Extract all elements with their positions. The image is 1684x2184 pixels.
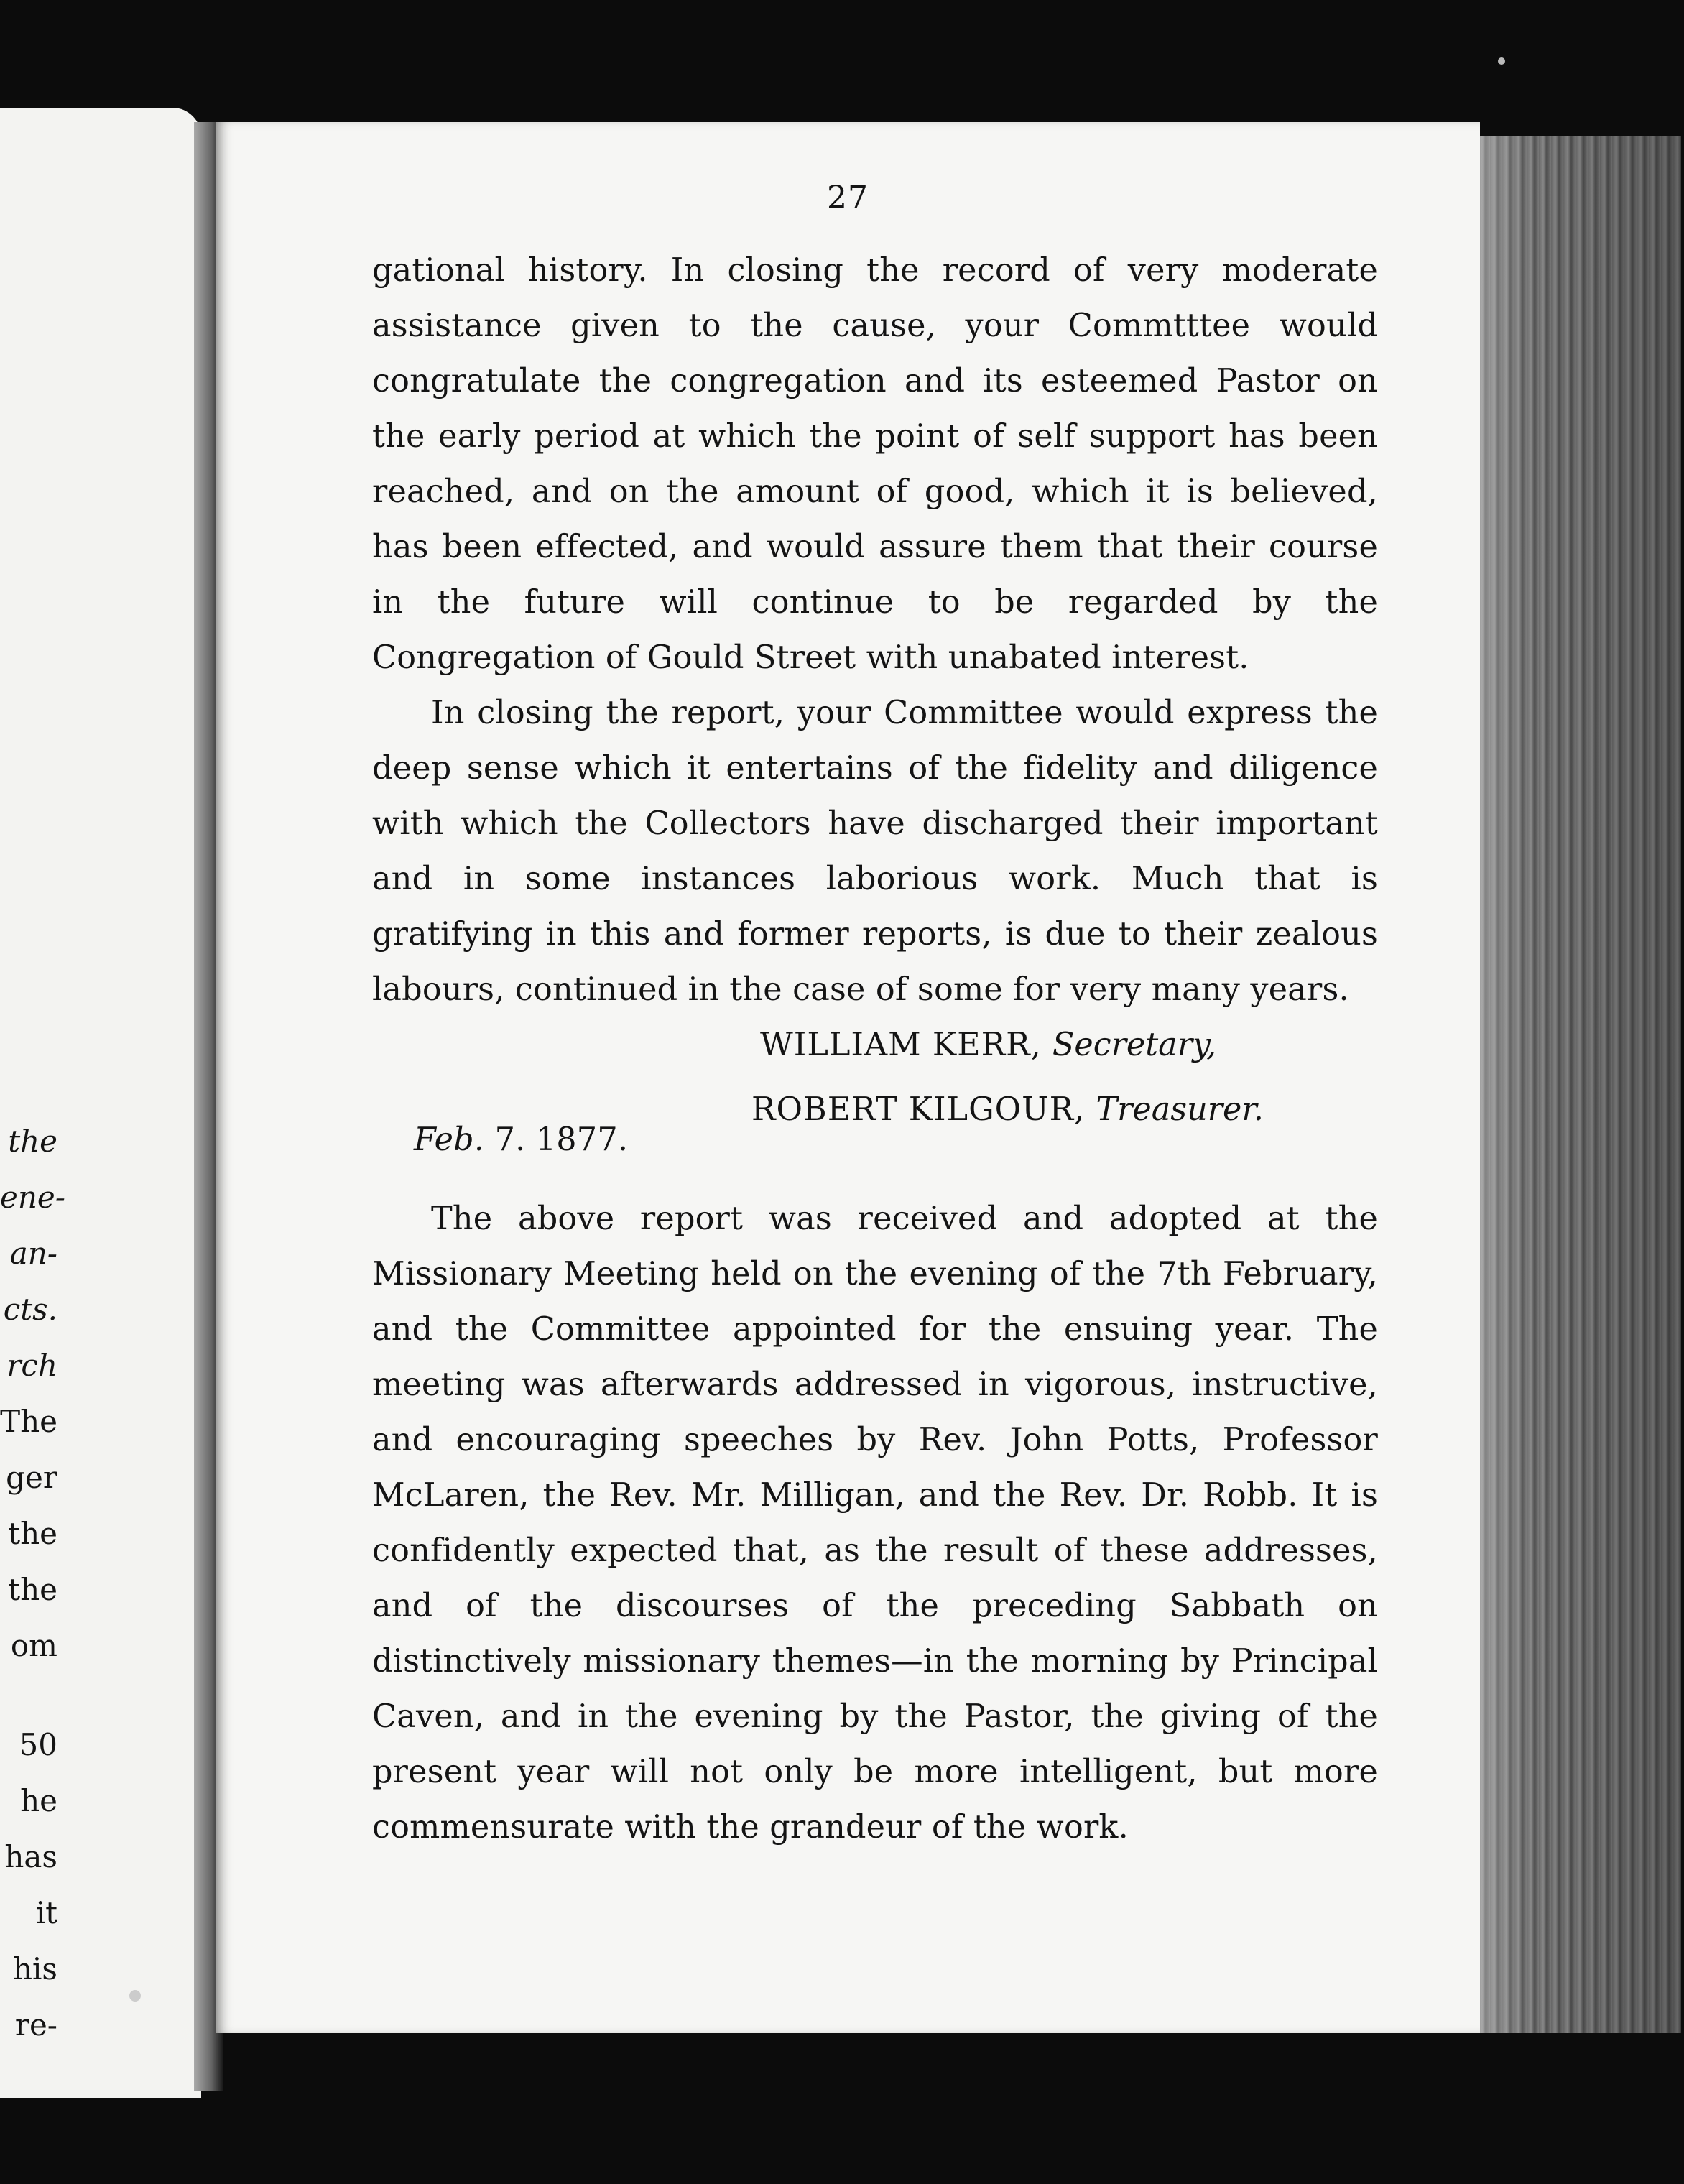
fragment-line: re-: [14, 2007, 57, 2042]
treasurer-name: ROBERT KILGOUR,: [751, 1091, 1086, 1128]
fragment-line: cts.: [3, 1292, 57, 1327]
paragraph-missionary-meeting: The above report was received and adopted at the Missionary Meeting held on the evening of the 7th February, and the Committee appointed for the ensuing year. The meeting was afterwards addressed in vigorous, instructive, and encouraging speeches by Rev. John Potts, Professor McLaren, the Rev. Mr. Milligan, and the Rev. Dr. Robb. It is confidently expected that, as the result of these addresses, and of the discourses of the preceding Sabbath on distinctively missionary themes—in the morning by Principal Caven, and in the evening by the Pastor, the giving of the present year will not only be more intelligent, but more commensurate with the grandeur of the work.: [372, 1200, 1378, 1846]
date-day-year: 7. 1877.: [494, 1121, 629, 1158]
fragment-line: the: [8, 1572, 57, 1607]
paragraph-committee-closing: gational history. In closing the record of very moderate assistance given to the cause, your Commtttee would congratulate the congregation and its esteemed Pastor on the early period at which the point of self support has been reached, and on the amount of good, which it is believed, has been effected, and would assure them that their course in the future will continue to be regarded by the Congregation of Gould Street with unabated interest.: [372, 252, 1378, 676]
fragment-line: om: [10, 1628, 57, 1663]
fragment-line: ene-: [0, 1180, 65, 1215]
signature-secretary: [760, 1017, 1216, 1073]
signature-treasurer: [751, 1082, 1264, 1137]
treasurer-role: Treasurer.: [1096, 1091, 1264, 1128]
fragment-line: an-: [9, 1236, 57, 1271]
report-date: [414, 1112, 628, 1167]
fragment-line: The: [0, 1404, 57, 1439]
signature-block: [372, 1017, 1378, 1165]
section-spacer: [372, 1165, 1378, 1191]
fragment-gap: [0, 1674, 57, 1717]
scan-speck: [129, 1990, 141, 2002]
secretary-name: WILLIAM KERR,: [760, 1027, 1042, 1063]
date-month: Feb.: [414, 1121, 485, 1158]
fragment-line: rch: [6, 1348, 57, 1383]
left-facing-page: [0, 108, 201, 2098]
fragment-line: has: [4, 1839, 57, 1874]
page-number: 27: [827, 180, 869, 216]
main-page: [216, 122, 1480, 2033]
fragment-line: he: [20, 1783, 57, 1818]
fragment-line: the: [8, 1124, 57, 1159]
paragraph-report-closing: In closing the report, your Committee would express the deep sense which it entertains of the fidelity and diligence with which the Collectors have discharged their important and in some instances laborious work. Much that is gratifying in this and former reports, is due to their zealous labours, continued in the case of some for very many years.: [372, 695, 1378, 1008]
left-page-fragments: [0, 1114, 65, 2053]
secretary-role: Secretary,: [1052, 1027, 1217, 1063]
fragment-line: the: [8, 1516, 57, 1551]
fragment-line: 50: [19, 1727, 57, 1762]
scan-speck: [1498, 57, 1505, 65]
page-edge-shade: [1466, 136, 1681, 2033]
fragment-line: his: [12, 1951, 57, 1986]
page-body: [372, 243, 1378, 1855]
fragment-line: it: [35, 1895, 57, 1930]
fragment-line: ger: [6, 1460, 57, 1495]
